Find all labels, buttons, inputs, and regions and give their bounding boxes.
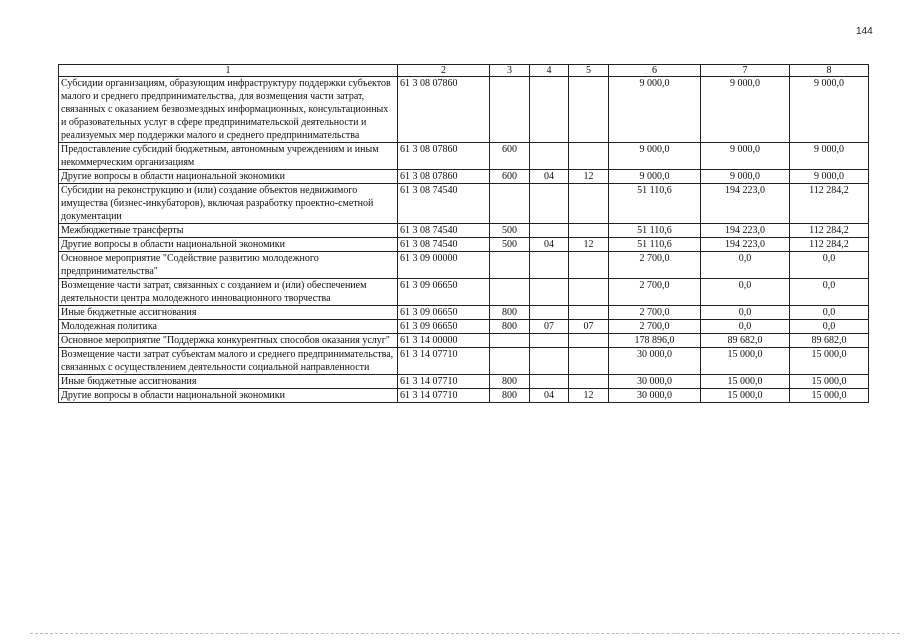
cell-name: Основное мероприятие "Поддержка конкурентных способов оказания услуг": [59, 334, 398, 348]
table-row: [59, 77, 869, 143]
cell-rz: [530, 348, 569, 375]
cell-value-6: 30 000,0: [609, 348, 701, 375]
cell-value-6: 51 110,6: [609, 224, 701, 238]
cell-value-7: 194 223,0: [701, 184, 790, 224]
cell-value-6: 51 110,6: [609, 184, 701, 224]
cell-name: Субсидии на реконструкцию и (или) создание объектов недвижимого имущества (бизнес-инкубаторов), включая разработку проектно-сметной документации: [59, 184, 398, 224]
table-row: [59, 170, 869, 184]
cell-value-7: 0,0: [701, 279, 790, 306]
cell-value-7: 89 682,0: [701, 334, 790, 348]
cell-vr: [490, 348, 530, 375]
cell-value-7: 9 000,0: [701, 77, 790, 143]
table-row: [59, 252, 869, 279]
cell-pr: 12: [569, 170, 609, 184]
cell-value-7: 9 000,0: [701, 170, 790, 184]
cell-code: 61 3 08 07860: [398, 77, 490, 143]
cell-vr: 800: [490, 375, 530, 389]
cell-vr: 800: [490, 306, 530, 320]
cell-value-6: 9 000,0: [609, 143, 701, 170]
cell-rz: [530, 77, 569, 143]
cell-rz: [530, 306, 569, 320]
cell-value-6: 2 700,0: [609, 320, 701, 334]
cell-value-8: 9 000,0: [790, 170, 869, 184]
table-row: [59, 375, 869, 389]
cell-name: Другие вопросы в области национальной экономики: [59, 170, 398, 184]
cell-name: Иные бюджетные ассигнования: [59, 306, 398, 320]
cell-rz: [530, 334, 569, 348]
column-header-2: 2: [398, 65, 490, 77]
cell-pr: 12: [569, 238, 609, 252]
table-row: [59, 334, 869, 348]
cell-vr: 500: [490, 238, 530, 252]
cell-code: 61 3 14 07710: [398, 375, 490, 389]
cell-pr: [569, 375, 609, 389]
cell-value-8: 0,0: [790, 279, 869, 306]
cell-code: 61 3 09 00000: [398, 252, 490, 279]
cell-value-7: 0,0: [701, 306, 790, 320]
budget-table: [58, 64, 869, 403]
cell-rz: [530, 184, 569, 224]
cell-value-8: 0,0: [790, 252, 869, 279]
cell-rz: 04: [530, 238, 569, 252]
cell-pr: 07: [569, 320, 609, 334]
cell-value-6: 2 700,0: [609, 306, 701, 320]
cell-vr: 600: [490, 170, 530, 184]
cell-value-6: 2 700,0: [609, 252, 701, 279]
cell-value-6: 2 700,0: [609, 279, 701, 306]
cell-name: Молодежная политика: [59, 320, 398, 334]
cell-pr: [569, 252, 609, 279]
cell-value-7: 194 223,0: [701, 224, 790, 238]
cell-rz: [530, 252, 569, 279]
cell-value-6: 178 896,0: [609, 334, 701, 348]
cell-pr: [569, 77, 609, 143]
cell-name: Иные бюджетные ассигнования: [59, 375, 398, 389]
cell-pr: [569, 184, 609, 224]
cell-vr: [490, 334, 530, 348]
cell-name: Возмещение части затрат, связанных с созданием и (или) обеспечением деятельности центра молодежного инновационного творчества: [59, 279, 398, 306]
column-header-1: 1: [59, 65, 398, 77]
cell-rz: [530, 224, 569, 238]
cell-code: 61 3 14 07710: [398, 389, 490, 403]
cell-pr: [569, 334, 609, 348]
cell-vr: [490, 77, 530, 143]
column-header-4: 4: [530, 65, 569, 77]
cell-name: Основное мероприятие "Содействие развитию молодежного предпринимательства": [59, 252, 398, 279]
table-row: [59, 389, 869, 403]
cell-code: 61 3 08 74540: [398, 224, 490, 238]
cell-value-8: 15 000,0: [790, 389, 869, 403]
column-header-7: 7: [701, 65, 790, 77]
column-header-8: 8: [790, 65, 869, 77]
cell-value-7: 0,0: [701, 252, 790, 279]
header-row: [59, 65, 869, 77]
cell-name: Предоставление субсидий бюджетным, автономным учреждениям и иным некоммерческим организациям: [59, 143, 398, 170]
cell-value-6: 30 000,0: [609, 375, 701, 389]
cell-code: 61 3 09 06650: [398, 320, 490, 334]
cell-pr: [569, 143, 609, 170]
cell-vr: [490, 279, 530, 306]
cell-value-7: 0,0: [701, 320, 790, 334]
cell-value-8: 112 284,2: [790, 184, 869, 224]
cell-vr: 800: [490, 320, 530, 334]
cell-pr: [569, 224, 609, 238]
cell-value-7: 15 000,0: [701, 375, 790, 389]
cell-pr: [569, 279, 609, 306]
table-row: [59, 306, 869, 320]
cell-rz: 04: [530, 389, 569, 403]
table-row: [59, 224, 869, 238]
cell-vr: 500: [490, 224, 530, 238]
cell-value-7: 15 000,0: [701, 389, 790, 403]
cell-pr: [569, 348, 609, 375]
column-header-6: 6: [609, 65, 701, 77]
cell-value-8: 89 682,0: [790, 334, 869, 348]
cell-vr: 800: [490, 389, 530, 403]
cell-code: 61 3 09 06650: [398, 279, 490, 306]
column-header-3: 3: [490, 65, 530, 77]
cell-value-6: 51 110,6: [609, 238, 701, 252]
table-row: [59, 348, 869, 375]
cell-value-8: 0,0: [790, 306, 869, 320]
cell-code: 61 3 14 07710: [398, 348, 490, 375]
cell-name: Другие вопросы в области национальной экономики: [59, 238, 398, 252]
cell-value-7: 194 223,0: [701, 238, 790, 252]
cell-name: Межбюджетные трансферты: [59, 224, 398, 238]
cell-value-8: 112 284,2: [790, 224, 869, 238]
table-body: [59, 77, 869, 403]
cell-value-7: 15 000,0: [701, 348, 790, 375]
cell-vr: 600: [490, 143, 530, 170]
cell-vr: [490, 184, 530, 224]
table-row: [59, 143, 869, 170]
cell-value-6: 9 000,0: [609, 77, 701, 143]
cell-name: Субсидии организациям, образующим инфраструктуру поддержки субъектов малого и среднего предпринимательства, для возмещения части затрат, связанных с оказанием безвозмездных информационных, консультационных и образовательных услуг в сфере предпринимательской деятельности и реализуемых мер поддержки малого и среднего предпринимательства: [59, 77, 398, 143]
cell-value-8: 15 000,0: [790, 348, 869, 375]
cell-value-8: 9 000,0: [790, 77, 869, 143]
cell-pr: [569, 306, 609, 320]
cell-value-8: 9 000,0: [790, 143, 869, 170]
column-header-5: 5: [569, 65, 609, 77]
cell-value-8: 15 000,0: [790, 375, 869, 389]
table-row: [59, 279, 869, 306]
cell-rz: [530, 279, 569, 306]
cell-value-8: 112 284,2: [790, 238, 869, 252]
table-row: [59, 184, 869, 224]
cell-rz: 04: [530, 170, 569, 184]
cell-value-7: 9 000,0: [701, 143, 790, 170]
cell-rz: [530, 375, 569, 389]
cell-pr: 12: [569, 389, 609, 403]
cell-code: 61 3 08 07860: [398, 143, 490, 170]
cell-rz: [530, 143, 569, 170]
cell-name: Возмещение части затрат субъектам малого и среднего предпринимательства, связанных с осуществлением деятельности социальной направленности: [59, 348, 398, 375]
cell-vr: [490, 252, 530, 279]
page-bottom-edge: [30, 633, 900, 634]
cell-code: 61 3 09 06650: [398, 306, 490, 320]
table-row: [59, 320, 869, 334]
table-row: [59, 238, 869, 252]
cell-code: 61 3 08 74540: [398, 184, 490, 224]
cell-code: 61 3 08 07860: [398, 170, 490, 184]
cell-value-8: 0,0: [790, 320, 869, 334]
cell-code: 61 3 08 74540: [398, 238, 490, 252]
cell-name: Другие вопросы в области национальной экономики: [59, 389, 398, 403]
page-number: 144: [856, 26, 873, 37]
cell-rz: 07: [530, 320, 569, 334]
cell-value-6: 9 000,0: [609, 170, 701, 184]
cell-value-6: 30 000,0: [609, 389, 701, 403]
cell-code: 61 3 14 00000: [398, 334, 490, 348]
